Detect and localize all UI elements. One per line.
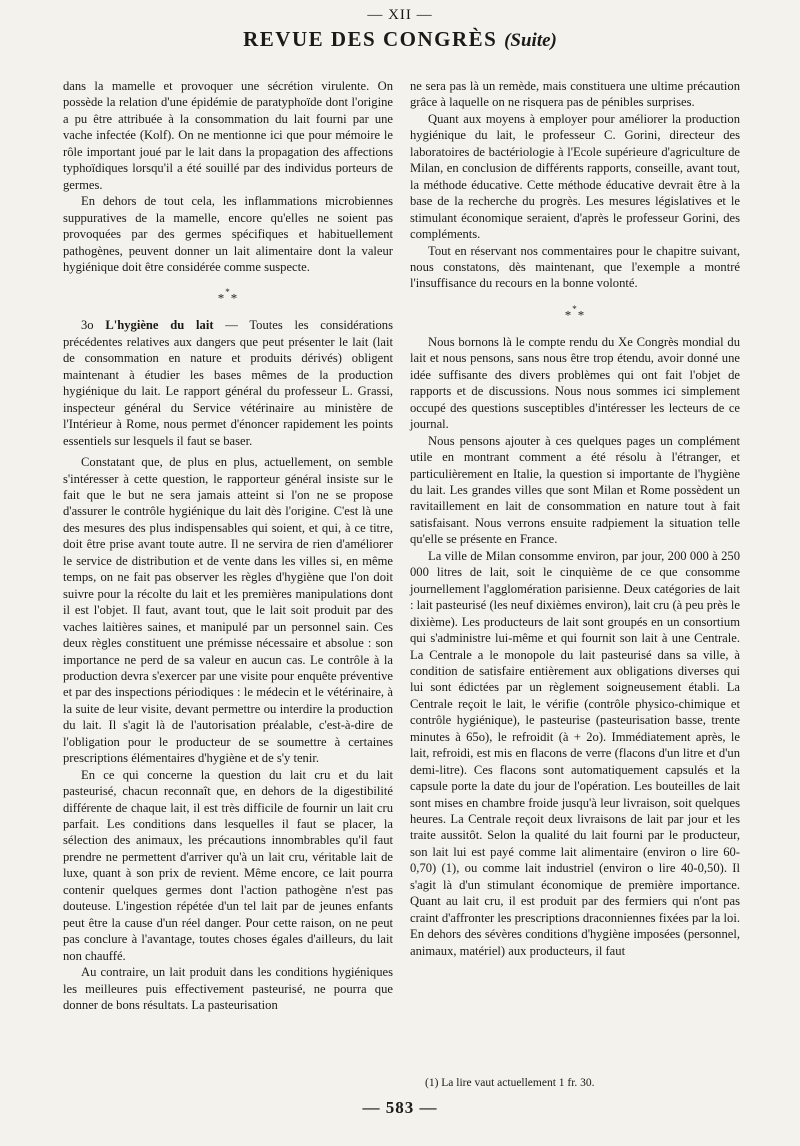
right-paragraph-2: Quant aux moyens à employer pour améliorer la production hygiénique du lait, le professeur C. Gorini, directeur des laboratoires de bactériologie à l'Ecole supérieure d'agriculture de Milan, en conclusion de différents rapports, conseille, avant tout, la méthode éducative. Cette méthode éducative devrait être à la base de la recherche du progrès. Les mesures législatives et le stimulant économique seraient, d'après le professeur Gorini, des compléments. [410, 111, 740, 242]
section-number: 3o [81, 318, 106, 333]
section-separator-right: *** [564, 303, 586, 323]
section-separator-left: *** [217, 287, 239, 306]
section-heading: L'hygiène du lait [105, 318, 214, 333]
footnote: (1) La lire vaut actuellement 1 fr. 30. [425, 1077, 595, 1089]
left-paragraph-5: En ce qui concerne la question du lait cru et du lait pasteurisé, chacun reconnaît que, en dehors de la digestibilité différente de chaque lait, il est très difficile de fournir un lait cru parfait. Les conditions dans lesquelles il faut se placer, la sélection des animaux, les précautions innombrables qu'il faut prendre ne permettent d'arriver qu'à un lait cru, véritable lait de luxe, quant à son prix de revient. Même encore, ce lait pourra contenir quelques germes dont l'action pathogène n'est pas douteuse. L'ingestion répétée d'un tel lait par de jeunes enfants peut être la cause d'un réel danger. Pour cette raison, on ne peut pas conclure à l'avantage, toutes choses égales d'ailleurs, du lait non chauffé. [63, 767, 393, 963]
left-paragraph-1: dans la mamelle et provoquer une sécrétion virulente. On possède la relation d'une épidémie de paratyphoïde dont l'origine a pu être attribuée à la consommation du lait fourni par une vache infectée (Kolf). On ne mentionne ici que pour mémoire le rôle important joué par le lait dans la propagation des affections typhoïdiques lorsqu'il a été souillé par des individus porteurs de germes. [63, 79, 393, 192]
page-number: — 583 — [362, 1098, 438, 1117]
page-roman-numeral: — XII — [367, 7, 433, 23]
title-suite: (Suite) [504, 30, 557, 51]
right-paragraph-3: Tout en réservant nos commentaires pour le chapitre suivant, nous constatons, dès maintenant, que l'exemple a montré l'insuffisance du recours en la bonne volonté. [410, 243, 740, 291]
right-column [410, 78, 740, 959]
left-paragraph-6: Au contraire, un lait produit dans les conditions hygiéniques les meilleures puis effectivement pasteurisé, ne pourra que donner de bons résultats. La pasteurisation [63, 965, 393, 1013]
left-paragraph-4: Constatant que, de plus en plus, actuellement, on semble s'intéresser à cette question, le rapporteur général insiste sur le fait que le but ne sera jamais atteint si l'on ne se propose d'assurer le contrôle hygiénique du lait dès l'origine. C'est là une des mesures des plus indispensables qui soient, et qui, à ce titre, doit être prise avant toute autre. Il ne servira de rien d'améliorer le service de distribution et de vente dans les villes si, en même temps, on ne fait pas observer les règles d'hygiène que l'on doit suivre pour la récolte du lait et les premières manipulations dont il est l'objet. Il faut, avant tout, que le lait soit produit par des vaches laitières saines, et manipulé par un personnel sain. Ces deux règles constituent une prémisse nécessaire et absolue : son importance ne perd de sa valeur en aucun cas. Le contrôle à la production devra s'exercer par une visite pour enquête préventive et par des inspections périodiques : le médecin et le vétérinaire, à la suite de leur visite, devant permettre ou interdire la production du lait. Il s'agit là de l'autorisation préalable, c'est-à-dire de l'obligation pour le producteur de se soumettre à certaines prescriptions élémentaires d'hygiène et de s'y tenir. [63, 455, 393, 766]
page-title [0, 26, 800, 54]
right-paragraph-5: Nous pensons ajouter à ces quelques pages un complément utile en montrant comment a été résolu à l'étranger, et particulièrement en Italie, la question si importante de l'hygiène du lait. Les grandes villes que sont Milan et Rome possèdent un ravitaillement en lait de consommation en nature tout à fait satisfaisant. Nous verrons ensuite radpiement la situation telle qu'elle se présente en France. [410, 433, 740, 547]
right-paragraph-6: La ville de Milan consomme environ, par jour, 200 000 à 250 000 litres de lait, soit le cinquième de ce que consomme journellement l'agglomération parisienne. Deux catégories de lait : lait pasteurisé (les neuf dixièmes environ), lait cru (à peu près le dixième). Les producteurs de lait sont groupés en un consortium qui s'administre lui-même et qui fournit son lait à une Centrale. La Centrale a le monopole du lait pasteurisé dans sa ville, à condition de satisfaire entièrement aux obligations diverses qui lui sont édictées par un règlement soigneusement établi. La Centrale reçoit le lait, le vérifie (contrôle physico-chimique et contrôle hygiénique), le pasteurise (pasteurisation basse, trente minutes à 65o), le refroidit (à + 2o). Immédiatement après, le lait, refroidi, est mis en flacons de verre (flacons d'un litre et d'un demi-litre). Ces flacons sont automatiquement capsulés et la capsule porte la date du jour de l'opération. Les bouteilles de lait sont mises en chambre froide jusqu'à leur livraison, soit quelques heures. La Centrale reçoit deux livraisons de lait par jour et les traite aussitôt. Selon la qualité du lait fourni par le producteur, son lait lui est payé comme lait alimentaire (environ o lire 60-0,70) (1), ou comme lait industriel (environ o lire 40-0,50). Il s'agit là d'un stimulant économique de première importance. Quant au lait cru, il est produit par des fermiers qui n'ont pas craint d'affronter les prescriptions draconniennes fixées par la loi. En dehors des sévères conditions d'hygiène imposées (personnel, animaux, matériel) aux producteurs, il faut [410, 548, 740, 958]
left-paragraph-2: En dehors de tout cela, les inflammations microbiennes suppuratives de la mamelle, encore qu'elles ne soient pas provoquées par des germes spécifiques et habituellement pathogènes, peuvent donner un lait alimentaire dont la valeur hygiénique doit être considérée comme suspecte. [63, 194, 393, 274]
title-main: REVUE DES CONGRÈS [243, 27, 505, 51]
left-column [63, 78, 393, 1013]
page-header [0, 6, 800, 54]
left-paragraph-3: 3o L'hygiène du lait — Toutes les considérations précédentes relatives aux dangers que peut présenter le lait (lait de consommation en nature et produits dérivés) obligent maintenant à étudier les bases mêmes de la production hygiénique du lait. Le rapport général du professeur L. Grassi, inspecteur général du Service vétérinaire au ministère de l'Intérieur à Rome, nous permet d'énoncer rapidement les points essentiels sur lesquels il faut se baser. [63, 318, 393, 448]
right-paragraph-1: ne sera pas là un remède, mais constituera une ultime précaution grâce à laquelle on ne risquera pas de pénibles surprises. [410, 79, 740, 110]
right-paragraph-4: Nous bornons là le compte rendu du Xe Congrès mondial du lait et nous pensons, sans nous être trop étendu, avoir donné une idée suffisante des divers problèmes qui ont fait l'objet de rapports et de discussions. Nous nous sommes ici simplement occupé des questions susceptibles d'intéresser les lecteurs de ce journal. [410, 334, 740, 432]
